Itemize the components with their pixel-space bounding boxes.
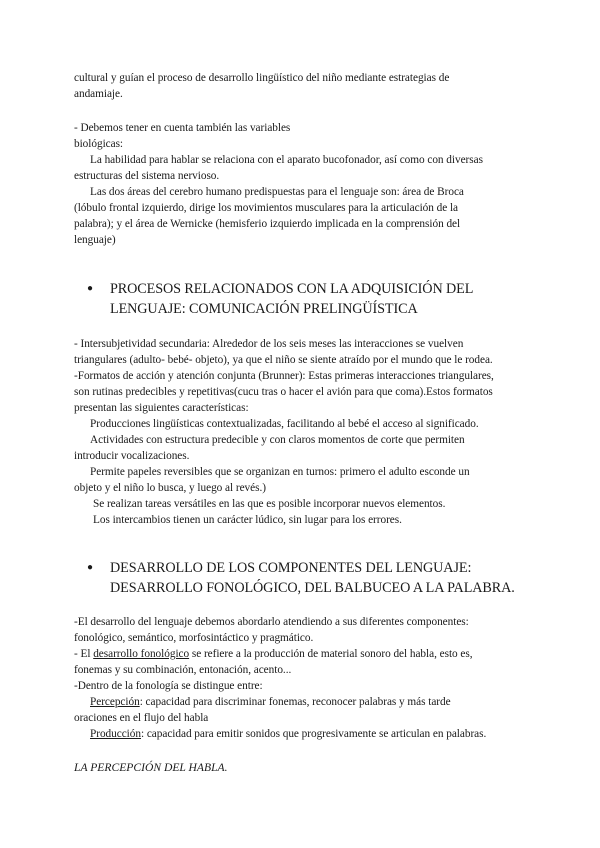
section-1-title-line-1: PROCESOS RELACIONADOS CON LA ADQUISICIÓN DEL bbox=[110, 281, 474, 297]
section-1-line-4: son rutinas predecibles y repetitivas(cucu tras o hacer el avión para que coma).Estos formatos bbox=[74, 386, 493, 398]
section-1-line-2: triangulares (adulto- bebé- objeto), ya que el niño se siente atraído por el mundo que le rodea. bbox=[74, 354, 493, 366]
section-2-title-line-2: DESARROLLO FONOLÓGICO, DEL BALBUCEO A LA PALABRA. bbox=[110, 580, 515, 596]
section-1-title-line-2: LENGUAJE: COMUNICACIÓN PRELINGÜÍSTICA bbox=[110, 301, 418, 317]
variables-line-1: - Debemos tener en cuenta también las variables bbox=[74, 122, 291, 134]
section-2-line-2: fonológico, semántico, morfosintáctico y pragmático. bbox=[74, 632, 314, 644]
characteristic-2-line-2: introducir vocalizaciones. bbox=[74, 450, 190, 462]
produccion-term: Producción bbox=[90, 728, 141, 740]
percepcion-line-2: oraciones en el flujo del habla bbox=[74, 712, 209, 724]
bullet-icon: ● bbox=[87, 283, 93, 294]
characteristic-3-line-1: Permite papeles reversibles que se organizan en turnos: primero el adulto esconde un bbox=[90, 466, 470, 478]
characteristic-3-line-2: objeto y el niño lo busca, y luego al revés.) bbox=[74, 482, 266, 494]
bullet-icon: ● bbox=[87, 562, 93, 573]
percepcion-line-1 bbox=[90, 694, 550, 710]
section-2-line-5: -Dentro de la fonología se distingue entre: bbox=[74, 680, 263, 692]
section-2-title-line-1: DESARROLLO DE LOS COMPONENTES DEL LENGUAJE: bbox=[110, 560, 472, 576]
variables-paragraph-1-line-2: estructuras del sistema nervioso. bbox=[74, 170, 220, 182]
variables-paragraph-2-line-4: lenguaje) bbox=[74, 234, 116, 246]
percepcion-term: Percepción bbox=[90, 696, 140, 708]
characteristic-2-line-1: Actividades con estructura predecible y con claros momentos de corte que permiten bbox=[90, 434, 465, 446]
subheading-percepcion-del-habla: LA PERCEPCIÓN DEL HABLA. bbox=[74, 761, 228, 774]
section-2-line-3-prefix: - El bbox=[74, 648, 94, 660]
characteristic-5: Los intercambios tienen un carácter lúdico, sin lugar para los errores. bbox=[93, 514, 402, 526]
section-1-line-1: - Intersubjetividad secundaria: Alrededor de los seis meses las interacciones se vuelven bbox=[74, 338, 464, 350]
variables-paragraph-2-line-1: Las dos áreas del cerebro humano predispuestas para el lenguaje son: área de Broca bbox=[90, 186, 464, 198]
desarrollo-fonologico-term: desarrollo fonológico bbox=[93, 648, 190, 660]
section-1-line-5: presentan las siguientes características: bbox=[74, 402, 249, 414]
characteristic-1: Producciones lingüísticas contextualizadas, facilitando al bebé el acceso al significado. bbox=[90, 418, 479, 430]
section-2-line-3-rest: se refiere a la producción de material sonoro del habla, esto es, bbox=[189, 648, 473, 660]
characteristic-4: Se realizan tareas versátiles en las que es posible incorporar nuevos elementos. bbox=[93, 498, 446, 510]
produccion-line bbox=[90, 726, 550, 742]
variables-paragraph-2-line-2: (lóbulo frontal izquierdo, dirige los movimientos musculares para la articulación de la bbox=[74, 202, 459, 214]
intro-line-1: cultural y guían el proceso de desarrollo lingüístico del niño mediante estrategias de bbox=[74, 72, 450, 84]
section-2-line-3 bbox=[74, 646, 534, 662]
variables-paragraph-2-line-3: palabra); y el área de Wernicke (hemisferio izquierdo implicada en la comprensión del bbox=[74, 218, 461, 230]
percepcion-definition: : capacidad para discriminar fonemas, reconocer palabras y más tarde bbox=[139, 696, 451, 708]
variables-line-2: biológicas: bbox=[74, 138, 124, 150]
section-2-line-1: -El desarrollo del lenguaje debemos abordarlo atendiendo a sus diferentes componentes: bbox=[74, 616, 469, 628]
produccion-definition: : capacidad para emitir sonidos que progresivamente se articulan en palabras. bbox=[140, 728, 487, 740]
variables-paragraph-1-line-1: La habilidad para hablar se relaciona con el aparato bucofonador, así como con diversas bbox=[90, 154, 483, 166]
section-2-line-4: fonemas y su combinación, entonación, acento... bbox=[74, 664, 292, 676]
intro-line-2: andamiaje. bbox=[74, 88, 123, 100]
section-1-line-3: -Formatos de acción y atención conjunta (Brunner): Estas primeras interacciones triangulares, bbox=[74, 370, 494, 382]
